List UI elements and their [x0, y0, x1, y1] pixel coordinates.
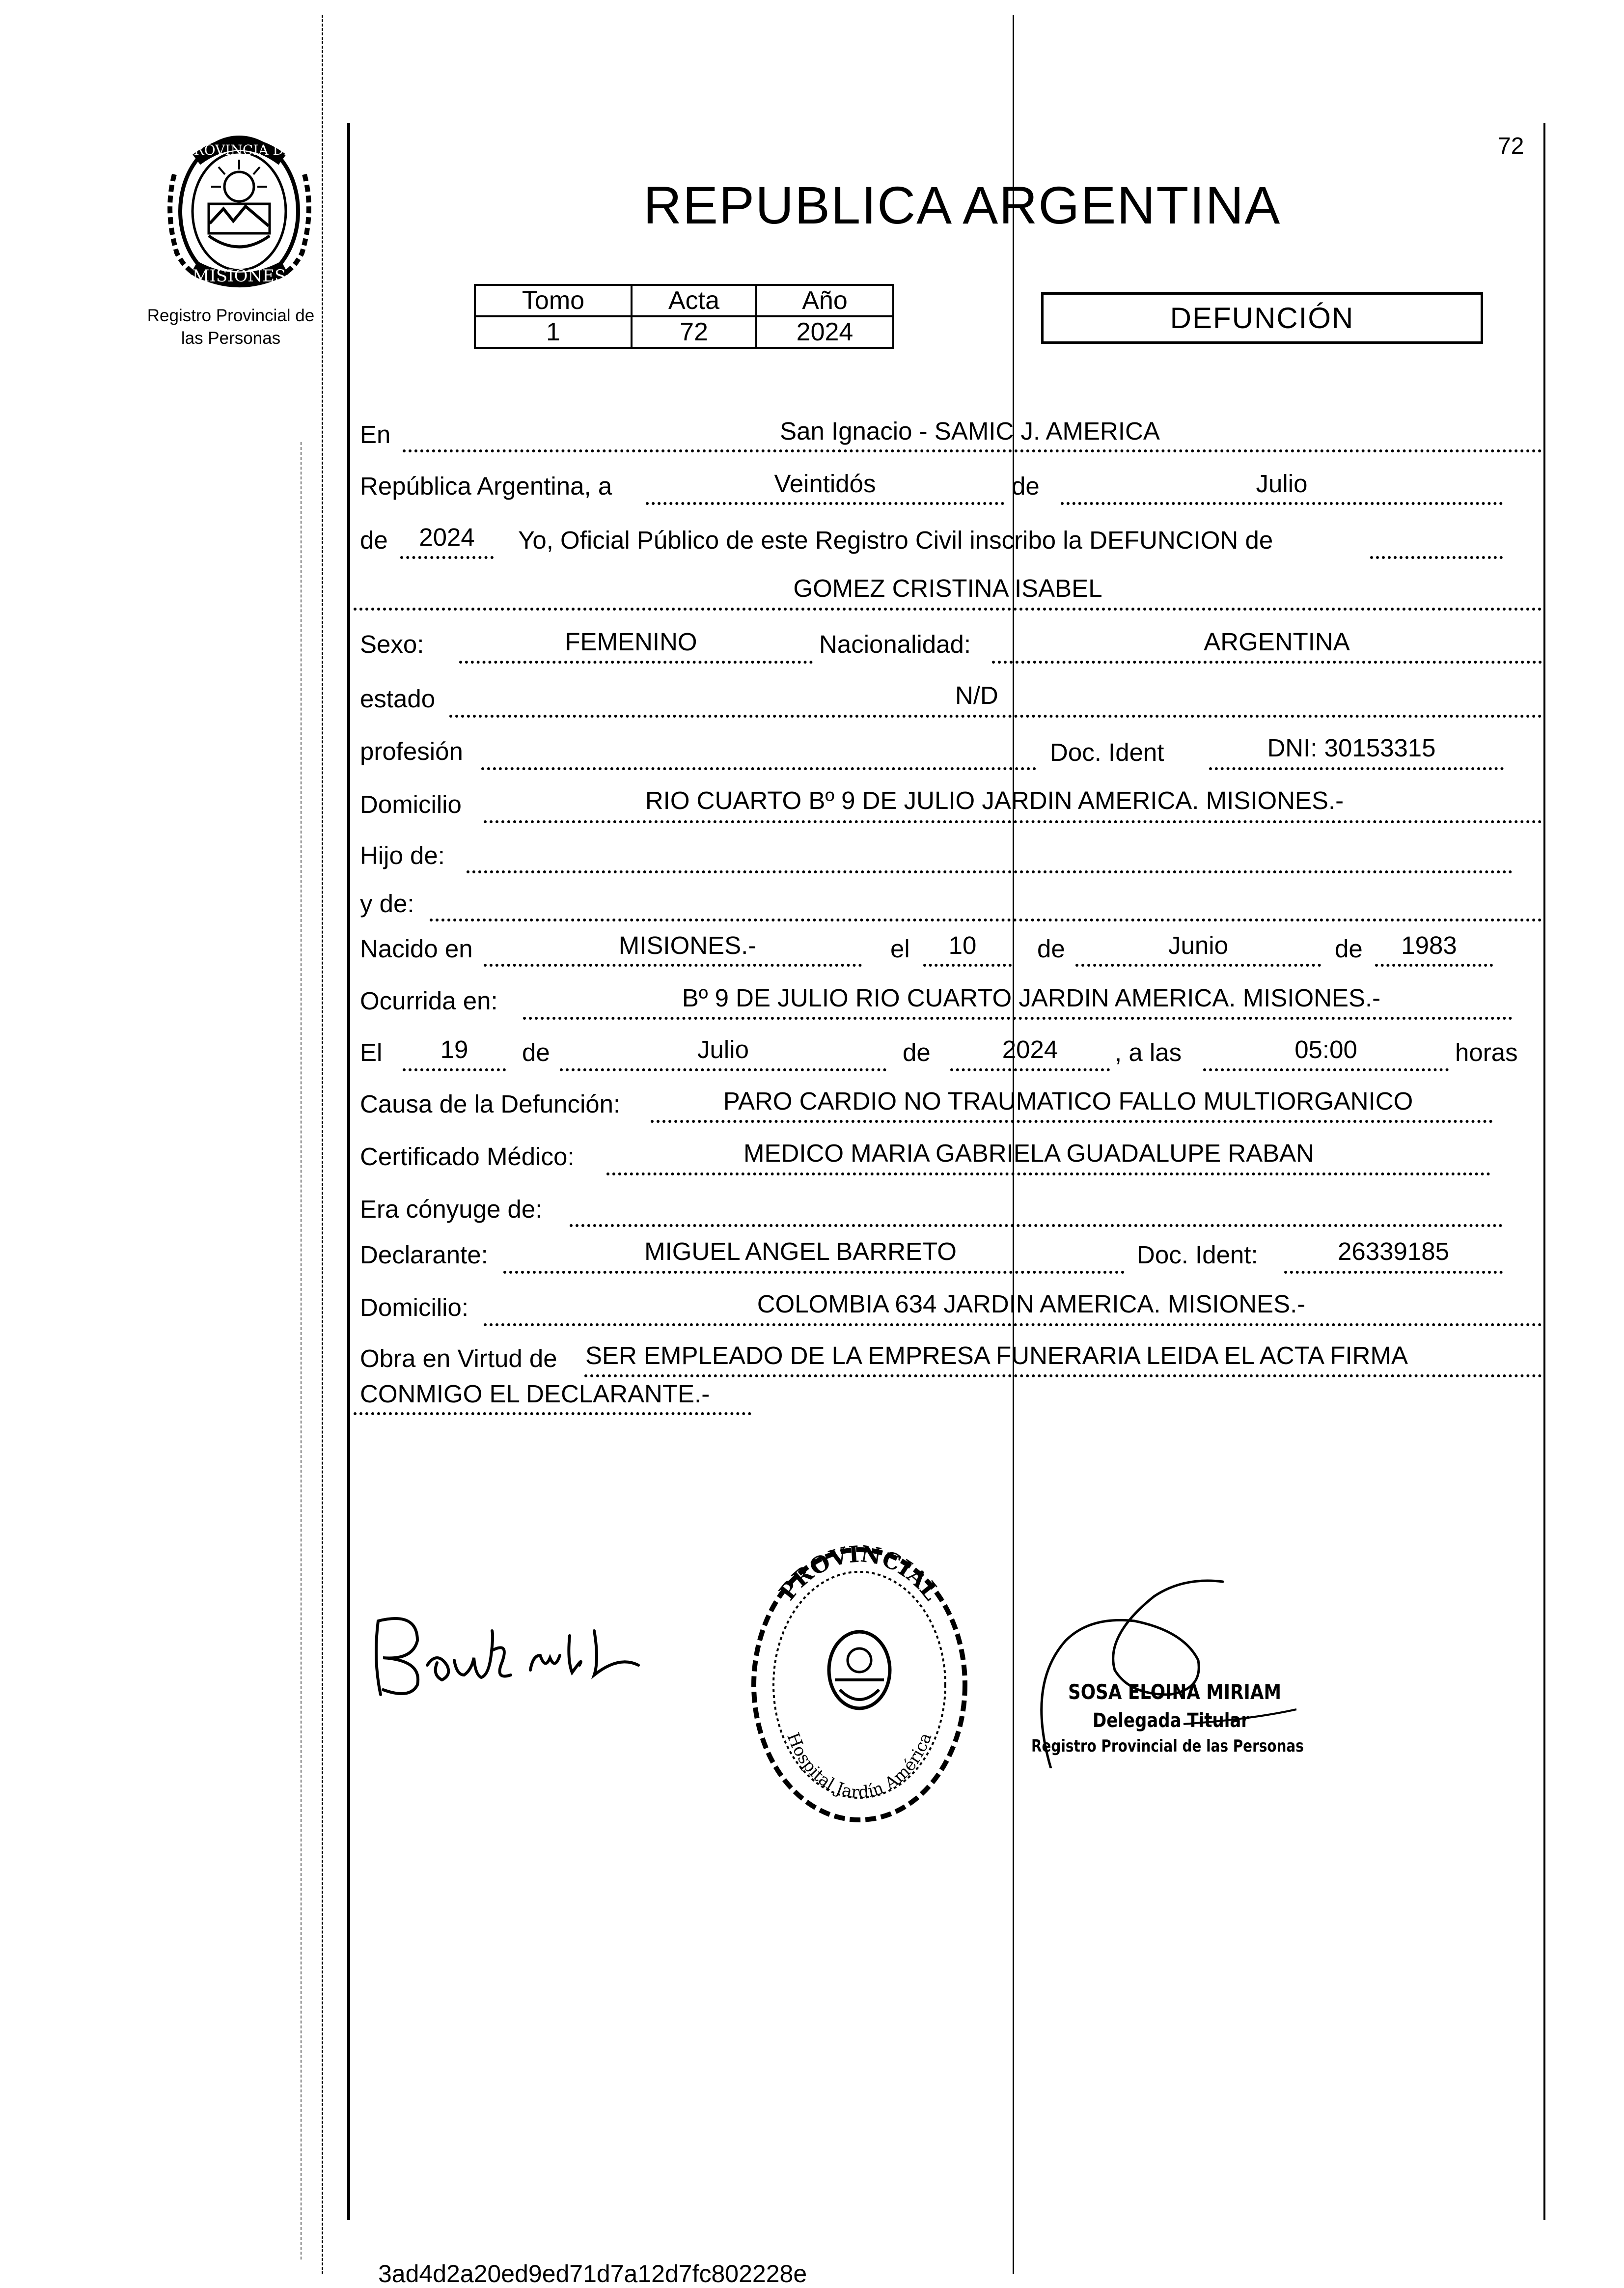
table-header-ano: Año — [756, 285, 893, 316]
el-label: el — [890, 935, 910, 963]
registry-label — [125, 305, 336, 350]
nacido-value: MISIONES.- — [618, 931, 757, 959]
table-header-tomo: Tomo — [475, 285, 632, 316]
alas-label: , a las — [1115, 1038, 1182, 1066]
dotted-line — [1375, 964, 1493, 967]
hospital-stamp — [737, 1537, 982, 1832]
dotted-line — [481, 767, 1036, 770]
sexo-label: Sexo: — [360, 630, 424, 658]
death-de2-label: de — [903, 1038, 931, 1066]
dotted-line — [570, 1224, 1503, 1227]
domicilio-label: Domicilio — [360, 790, 462, 818]
profesion-label: profesión — [360, 737, 463, 765]
svg-text:PROVINCIAL: PROVINCIAL — [773, 1540, 945, 1605]
dotted-line — [403, 1068, 506, 1071]
misiones-coat-of-arms-logo — [155, 130, 324, 292]
doc-ident-value: DNI: 30153315 — [1267, 734, 1436, 762]
table-value-tomo: 1 — [475, 316, 632, 348]
month-value: Julio — [1256, 470, 1308, 498]
horas-label: horas — [1455, 1038, 1518, 1066]
table-header-acta: Acta — [632, 285, 756, 316]
de2-label: de — [360, 526, 388, 554]
year-value: 2024 — [419, 523, 475, 551]
causa-label: Causa de la Defunción: — [360, 1090, 621, 1118]
dotted-line — [1370, 556, 1503, 559]
causa-value: PARO CARDIO NO TRAUMATICO FALLO MULTIORGANICO — [723, 1087, 1413, 1115]
dotted-line — [484, 820, 1542, 823]
svg-text:MISIONES: MISIONES — [192, 266, 286, 286]
decl-doc-label: Doc. Ident: — [1137, 1241, 1258, 1269]
page-title: REPUBLICA ARGENTINA — [643, 175, 1281, 235]
registry-label-line1: Registro Provincial de — [147, 306, 315, 325]
doc-ident-label: Doc. Ident — [1050, 738, 1164, 766]
table-value-ano: 2024 — [756, 316, 893, 348]
birth-month: Junio — [1168, 931, 1228, 959]
declarant-signature — [363, 1601, 668, 1709]
official-name: SOSA ELOINA MIRIAM — [1068, 1680, 1282, 1704]
estado-value: N/D — [955, 681, 998, 709]
table-value-acta: 72 — [632, 316, 756, 348]
dotted-line — [484, 964, 862, 967]
dotted-line — [467, 870, 1513, 873]
death-year: 2024 — [1002, 1035, 1058, 1063]
dotted-line — [503, 1271, 1125, 1274]
dotted-line — [449, 715, 1542, 718]
republica-label: República Argentina, a — [360, 472, 612, 500]
dotted-line — [606, 1172, 1490, 1175]
dotted-line — [484, 1323, 1542, 1326]
decl-doc-value: 26339185 — [1338, 1237, 1449, 1265]
en-label: En — [360, 420, 391, 448]
svg-text:PROVINCIA DE: PROVINCIA DE — [184, 142, 294, 158]
sexo-value: FEMENINO — [565, 628, 697, 656]
dotted-line — [400, 556, 494, 559]
dotted-line — [1203, 1068, 1449, 1071]
estado-label: estado — [360, 685, 436, 713]
registry-table — [474, 284, 894, 349]
domicilio-value: RIO CUARTO Bº 9 DE JULIO JARDIN AMERICA. MISIONES.- — [645, 786, 1344, 814]
document-hash: 3ad4d2a20ed9ed71d7a12d7fc802228e — [378, 2260, 807, 2288]
birth-year: 1983 — [1401, 931, 1457, 959]
dotted-line — [1075, 964, 1321, 967]
dotted-line — [651, 1120, 1493, 1123]
dotted-line — [950, 1068, 1110, 1071]
death-day: 19 — [440, 1035, 468, 1063]
day-value: Veintidós — [774, 470, 876, 498]
birth-de2-label: de — [1335, 935, 1363, 963]
left-margin-line-2 — [301, 442, 302, 2260]
official-office: Registro Provincial de las Personas — [1031, 1736, 1304, 1756]
dotted-line — [646, 502, 1004, 505]
official-role: Delegada Titular — [1093, 1709, 1250, 1732]
obra-value-line1: SER EMPLEADO DE LA EMPRESA FUNERARIA LEIDA EL ACTA FIRMA — [585, 1341, 1408, 1369]
dotted-line — [523, 1017, 1513, 1020]
registry-label-line2: las Personas — [181, 329, 281, 348]
decl-domicilio-label: Domicilio: — [360, 1293, 469, 1321]
yde-label: y de: — [360, 890, 414, 918]
dotted-line — [354, 1412, 751, 1415]
right-border — [1543, 123, 1545, 2220]
svg-text:Hospital Jardín América: Hospital Jardín América — [783, 1730, 936, 1803]
nacido-label: Nacido en — [360, 935, 473, 963]
dotted-line — [560, 1068, 886, 1071]
el2-label: El — [360, 1038, 383, 1066]
obra-label: Obra en Virtud de — [360, 1344, 557, 1372]
death-de-label: de — [522, 1038, 550, 1066]
official-signature-block — [1021, 1562, 1375, 1768]
record-type-box: DEFUNCIÓN — [1041, 292, 1483, 344]
dotted-line — [459, 661, 813, 664]
dotted-line — [354, 608, 1542, 611]
dotted-line — [1209, 767, 1504, 770]
dotted-line — [1284, 1271, 1503, 1274]
ocurrida-label: Ocurrida en: — [360, 987, 498, 1015]
oficial-text: Yo, Oficial Público de este Registro Civil inscribo la DEFUNCION de — [518, 526, 1273, 554]
birth-day: 10 — [948, 931, 977, 959]
de-label: de — [1012, 472, 1040, 500]
form-left-border — [347, 123, 350, 2220]
dotted-line — [923, 964, 1012, 967]
declarante-label: Declarante: — [360, 1241, 488, 1269]
decl-domicilio-value: COLOMBIA 634 JARDIN AMERICA. MISIONES.- — [757, 1290, 1306, 1318]
birth-de-label: de — [1037, 935, 1065, 963]
dotted-line — [403, 449, 1542, 452]
nacionalidad-value: ARGENTINA — [1204, 628, 1350, 656]
left-margin-line — [322, 15, 323, 2274]
deceased-name: GOMEZ CRISTINA ISABEL — [793, 574, 1102, 602]
dotted-line — [992, 661, 1542, 664]
dotted-line — [584, 1374, 1542, 1377]
certificado-value: MEDICO MARIA GABRIELA GUADALUPE RABAN — [743, 1139, 1314, 1167]
page-number: 72 — [1498, 133, 1524, 159]
declarante-value: MIGUEL ANGEL BARRETO — [644, 1237, 957, 1265]
conyuge-label: Era cónyuge de: — [360, 1195, 543, 1223]
certificado-label: Certificado Médico: — [360, 1143, 575, 1171]
obra-value-line2: CONMIGO EL DECLARANTE.- — [360, 1380, 710, 1408]
hijo-label: Hijo de: — [360, 841, 445, 869]
ocurrida-value: Bº 9 DE JULIO RIO CUARTO JARDIN AMERICA. MISIONES.- — [682, 984, 1381, 1012]
death-month: Julio — [697, 1035, 749, 1063]
death-time: 05:00 — [1294, 1035, 1357, 1063]
en-value: San Ignacio - SAMIC J. AMERICA — [780, 417, 1160, 445]
dotted-line — [430, 919, 1542, 921]
dotted-line — [1061, 502, 1503, 505]
nacionalidad-label: Nacionalidad: — [819, 630, 971, 658]
